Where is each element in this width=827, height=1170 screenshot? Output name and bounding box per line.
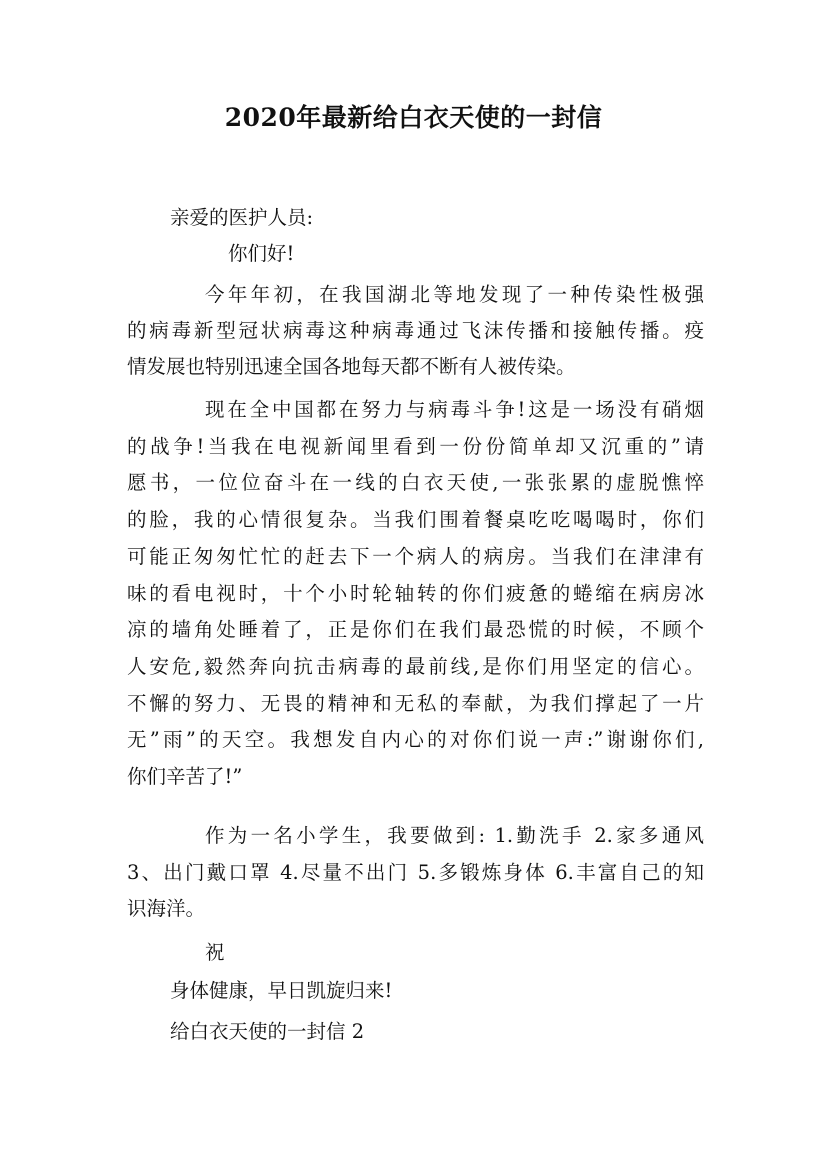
next-letter-title: 给白衣天使的一封信 2 [170, 1020, 365, 1043]
paragraph-2-line-11: 你们辛苦了!” [127, 765, 243, 788]
paragraph-2-line-2: 的战争!当我在电视新闻里看到一份份简单却又沉重的”请 [127, 435, 704, 458]
greeting: 你们好! [228, 242, 295, 265]
salutation: 亲爱的医护人员: [170, 206, 314, 229]
paragraph-2-line-3: 愿书，一位位奋斗在一线的白衣天使,一张张累的虚脱憔悴 [127, 471, 704, 494]
paragraph-2-line-6: 味的看电视时，十个小时轮轴转的你们疲惫的蜷缩在病房冰 [127, 582, 704, 605]
closing-blessing: 身体健康，早日凯旋归来! [170, 979, 393, 1002]
paragraph-2-line-4: 的脸，我的心情很复杂。当我们围着餐桌吃吃喝喝时，你们 [127, 508, 704, 531]
paragraph-2-line-5: 可能正匆匆忙忙的赶去下一个病人的病房。当我们在津津有 [127, 545, 704, 568]
paragraph-1-line-1: 今年年初，在我国湖北等地发现了一种传染性极强 [205, 283, 704, 306]
paragraph-2-line-8: 人安危,毅然奔向抗击病毒的最前线,是你们用坚定的信心。 [127, 655, 704, 678]
closing-wish: 祝 [205, 941, 225, 964]
paragraph-3-line-1: 作为一名小学生，我要做到: 1.勤洗手 2.家多通风 [205, 824, 704, 847]
paragraph-1-line-2: 的病毒新型冠状病毒这种病毒通过飞沫传播和接触传播。疫 [127, 319, 704, 342]
document-title: 2020年最新给白衣天使的一封信 [224, 103, 603, 132]
paragraph-2-line-10: 无”雨”的天空。我想发自内心的对你们说一声:”谢谢你们, [127, 728, 704, 751]
paragraph-3-line-3: 识海洋。 [127, 897, 206, 920]
paragraph-3-line-2: 3、出门戴口罩 4.尽量不出门 5.多锻炼身体 6.丰富自己的知 [127, 861, 704, 884]
paragraph-2-line-9: 不懈的努力、无畏的精神和无私的奉献，为我们撑起了一片 [127, 692, 704, 715]
paragraph-1-line-3: 情发展也特别迅速全国各地每天都不断有人被传染。 [127, 355, 576, 378]
paragraph-2-line-7: 凉的墙角处睡着了，正是你们在我们最恐慌的时候，不顾个 [127, 618, 704, 641]
paragraph-2-line-1: 现在全中国都在努力与病毒斗争!这是一场没有硝烟 [205, 398, 704, 421]
